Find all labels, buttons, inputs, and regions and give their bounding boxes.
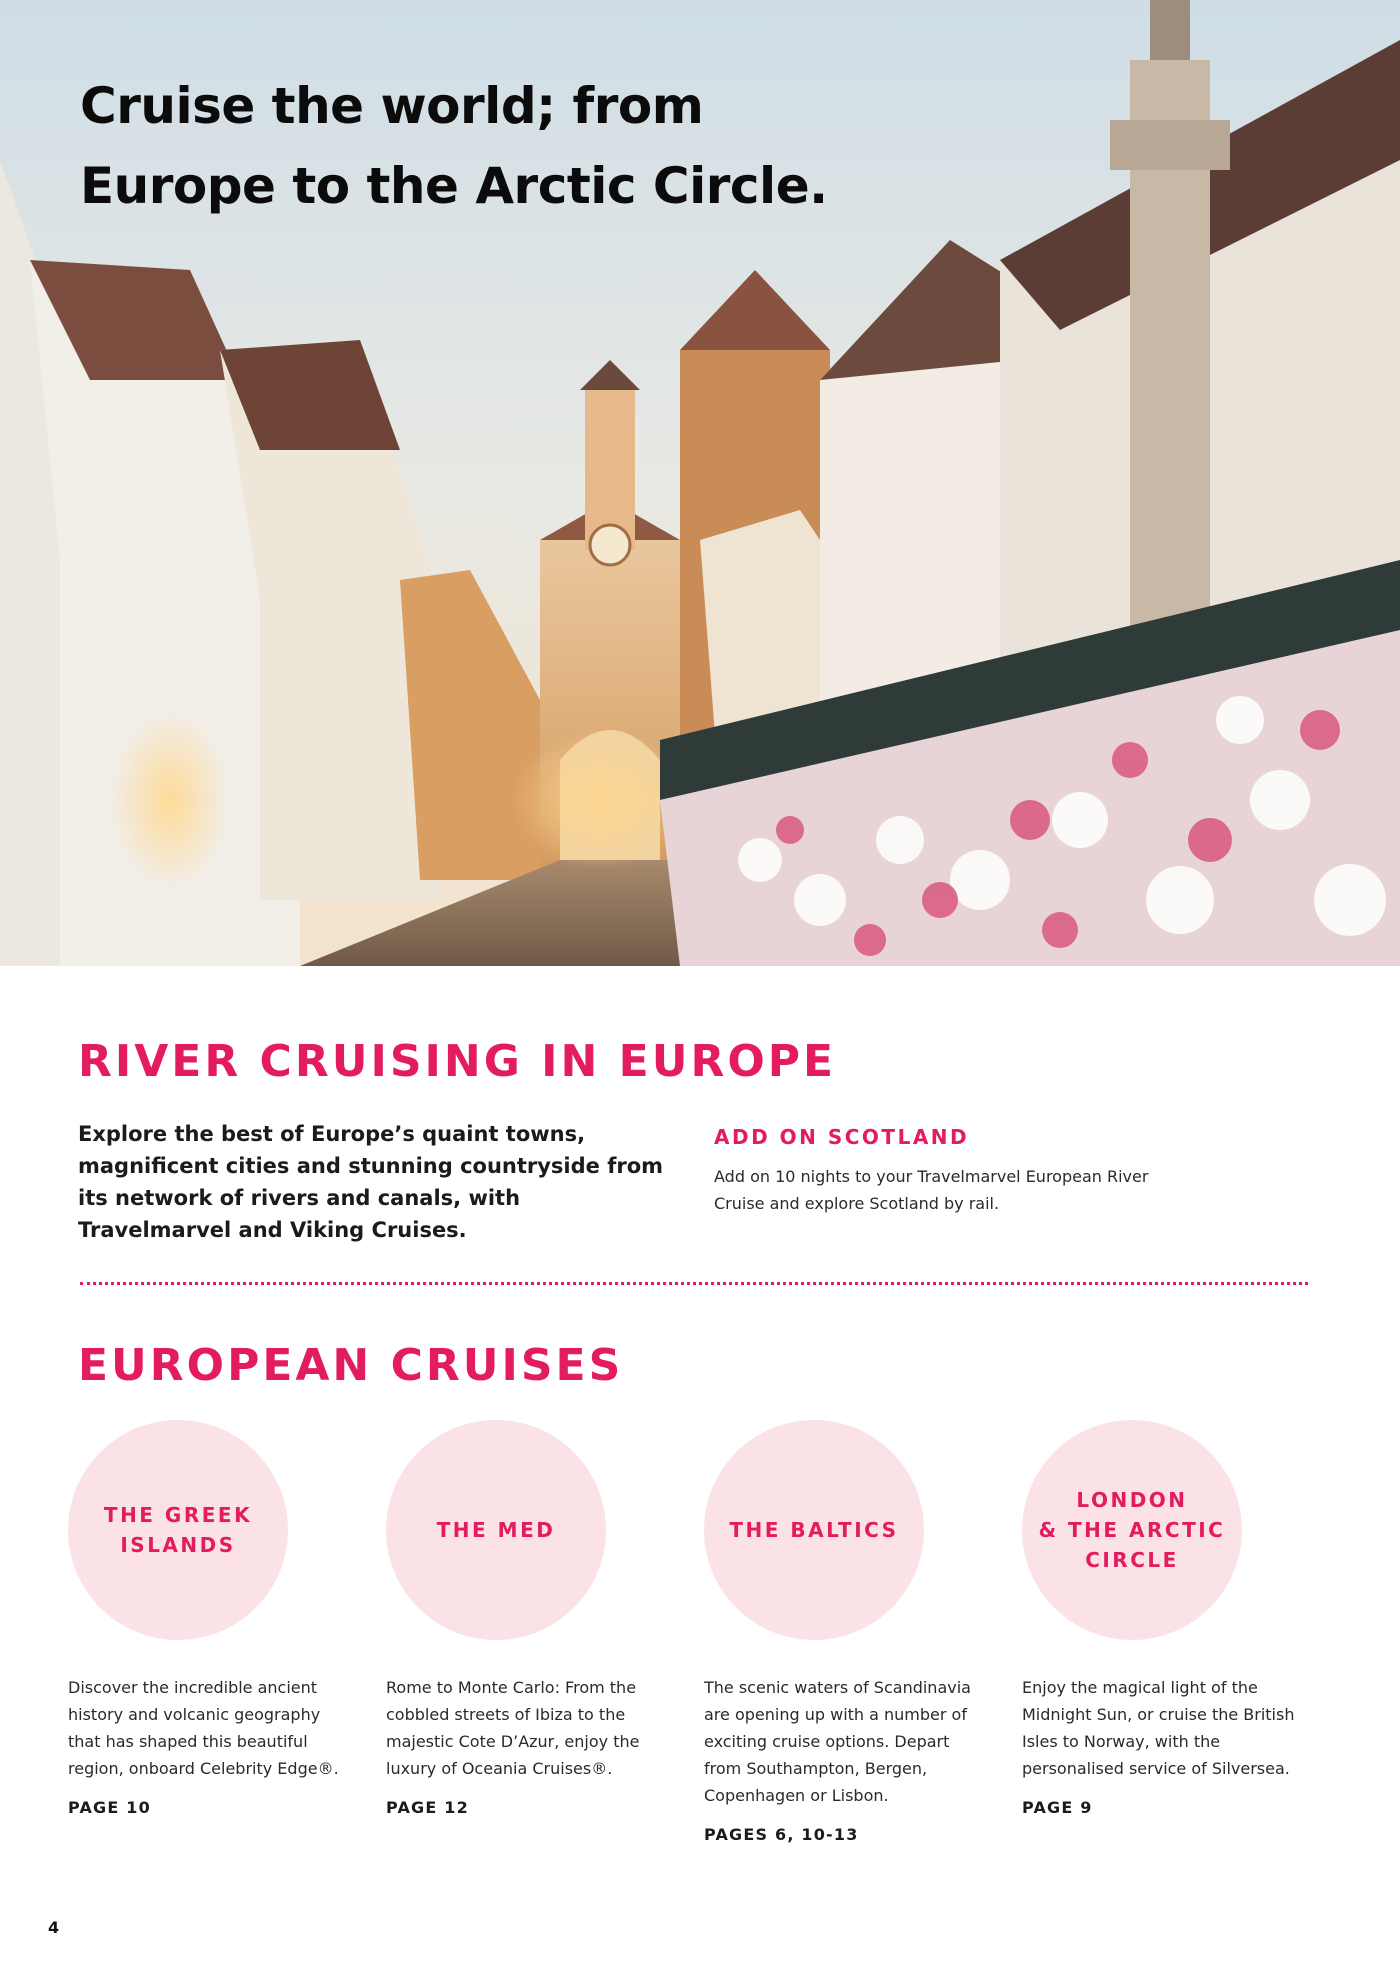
cruise-card-page-ref: PAGES 6, 10-13 — [704, 1825, 859, 1844]
cruise-card-description: Rome to Monte Carlo: From the cobbled streets of Ibiza to the majestic Cote D’Azur, enjoy the luxury of Oceania Cruises®. — [386, 1678, 640, 1778]
cruise-card-description: The scenic waters of Scandinavia are opening up with a number of exciting cruise options. Depart from Southampton, Bergen, Copenhagen or Lisbon. — [704, 1678, 971, 1805]
cruise-card-page-ref: PAGE 9 — [1022, 1798, 1093, 1817]
cruise-card-greek-islands — [68, 1420, 358, 1817]
circle-badge — [68, 1420, 288, 1640]
cruise-card-label: LONDON & THE ARCTIC CIRCLE — [1038, 1488, 1226, 1572]
cruise-card-label: THE MED — [436, 1518, 556, 1542]
add-on-scotland-heading: ADD ON SCOTLAND — [714, 1125, 970, 1149]
cruise-card-label: THE BALTICS — [729, 1518, 899, 1542]
hero-title-line1: Cruise the world; from — [80, 77, 704, 135]
river-cruising-intro: Explore the best of Europe’s quaint towns, magnificent cities and stunning countryside from its network of rivers and canals, with Travelmarvel and Viking Cruises. — [78, 1122, 664, 1242]
hero-title-line2: Europe to the Arctic Circle. — [80, 157, 828, 215]
cruise-card-page-ref: PAGE 10 — [68, 1798, 151, 1817]
cruise-card-the-baltics — [704, 1420, 994, 1844]
cruise-card-london-arctic-circle — [1022, 1420, 1312, 1817]
cruise-card-description: Enjoy the magical light of the Midnight Sun, or cruise the British Isles to Norway, with the personalised service of Silversea. — [1022, 1678, 1295, 1778]
cruise-card-label: THE GREEK ISLANDS — [103, 1503, 253, 1557]
add-on-scotland-text: Add on 10 nights to your Travelmarvel European River Cruise and explore Scotland by rail. — [714, 1167, 1149, 1213]
cruise-card-page-ref: PAGE 12 — [386, 1798, 469, 1817]
hero-photo — [0, 0, 1400, 966]
circle-badge — [704, 1420, 924, 1640]
circle-badge — [1022, 1420, 1242, 1640]
european-cruises-heading: EUROPEAN CRUISES — [78, 1340, 624, 1391]
page-number: 4 — [48, 1918, 60, 1937]
circle-badge — [386, 1420, 606, 1640]
river-cruising-heading: RIVER CRUISING IN EUROPE — [78, 1036, 837, 1087]
cruise-card-description: Discover the incredible ancient history and volcanic geography that has shaped this beautiful region, onboard Celebrity Edge®. — [68, 1678, 339, 1778]
dotted-divider — [80, 1282, 1308, 1285]
cruise-card-the-med — [386, 1420, 676, 1817]
hero-title — [80, 66, 840, 226]
